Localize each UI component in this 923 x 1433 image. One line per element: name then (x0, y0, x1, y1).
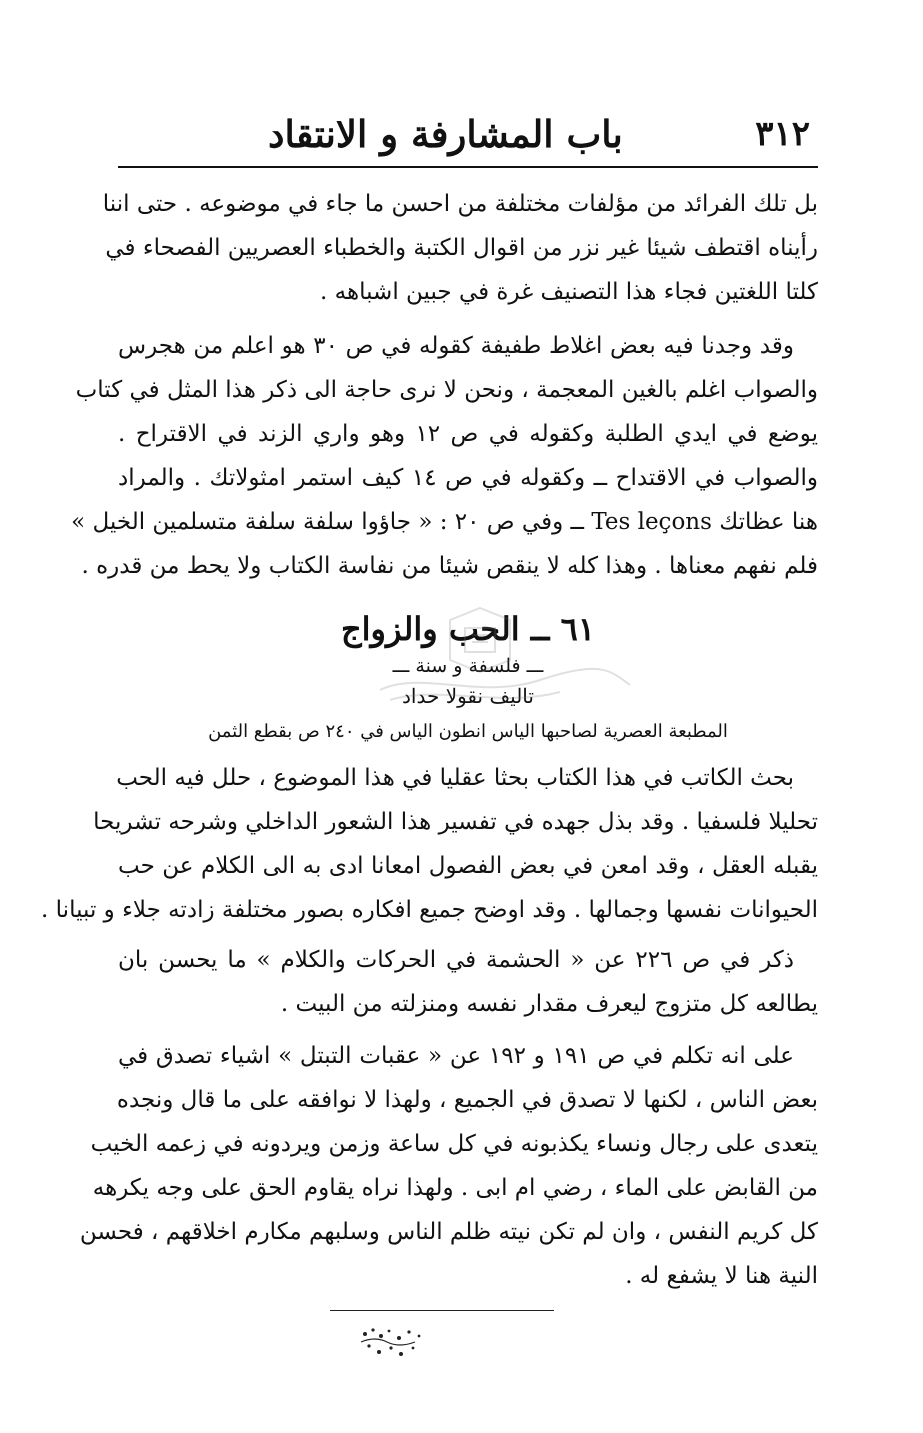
text-line: النية هنا لا يشفع له . (625, 1263, 818, 1289)
paragraph-1 (102, 182, 818, 314)
text-line: بحث الكاتب في هذا الكتاب بحثا عقليا في هذا الموضوع ، حلل فيه الحب (116, 765, 794, 791)
text-line: على انه تكلم في ص ١٩١ و ١٩٢ عن « عقبات التبتل » اشياء تصدق في (118, 1043, 794, 1069)
paragraph-5 (79, 1034, 818, 1298)
text-line: وقد وجدنا فيه بعض اغلاط طفيفة كقوله في ص ٣٠ هو اعلم من هجرس (118, 333, 794, 359)
text-line: رأيناه اقتطف شيئا غير نزر من اقوال الكتبة والخطباء العصريين الفصحاء في (105, 235, 818, 261)
page-header (118, 108, 818, 168)
text-line: هنا عظاتك Tes leçons ــ وفي ص ٢٠ : « جاؤوا سلفة سلفة متسلمين الخيل » (71, 509, 818, 535)
text-line: تحليلا فلسفيا . وقد بذل جهده في تفسير هذا الشعور الداخلي وشرحه تشريحا (93, 809, 818, 835)
text-line: ذكر في ص ٢٢٦ عن « الحشمة في الحركات والكلام » ما يحسن بان (118, 947, 794, 973)
text-line: والصواب في الاقتداح ــ وكقوله في ص ١٤ كيف استمر امثولاتك . والمراد (118, 465, 818, 491)
section-title: ٦١ ــ الحب والزواج (340, 610, 595, 648)
text-line: كل كريم النفس ، وان لم تكن نيته ظلم الناس وسلبهم مكارم اخلاقهم ، فحسن (79, 1219, 818, 1245)
section-publisher: المطبعة العصرية لصاحبها الياس انطون الياس في ٢٤٠ ص بقطع الثمن (208, 721, 728, 742)
text-line: بل تلك الفرائد من مؤلفات مختلفة من احسن ما جاء في موضوعه . حتى اننا (102, 191, 818, 217)
text-line: يقبله العقل ، وقد امعن في بعض الفصول امعانا ادى به الى الكلام عن حب (118, 853, 818, 879)
text-line: كلتا اللغتين فجاء هذا التصنيف غرة في جبين اشباهه . (320, 279, 818, 305)
running-title: باب المشارفة و الانتقاد (268, 112, 623, 156)
text-line: فلم نفهم معناها . وهذا كله لا ينقص شيئا من نفاسة الكتاب ولا يحط من قدره . (81, 553, 818, 579)
text-line: بعض الناس ، لكنها لا تصدق في الجميع ، ولهذا لا نوافقه على ما قال ونجده (116, 1087, 818, 1113)
paragraph-3 (41, 756, 818, 932)
text-line: يتعدى على رجال ونساء يكذبونه في كل ساعة وزمن ويردونه في زعمه الخيب (90, 1131, 818, 1157)
end-ornament-icon (355, 1322, 435, 1362)
text-line: من القابض على الماء ، رضي ام ابى . ولهذا نراه يقاوم الحق على وجه يكرهه (92, 1175, 818, 1201)
text-line: يطالعه كل متزوج ليعرف مقدار نفسه ومنزلته من البيت . (280, 991, 818, 1017)
paragraph-4 (118, 938, 818, 1026)
section-author: تاليف نقولا حداد (402, 684, 534, 708)
page-number: ٣١٢ (755, 114, 810, 154)
section-subtitle: ـــ فلسفة و سنة ـــ (392, 655, 544, 677)
text-line: الحيوانات نفسها وجمالها . وقد اوضح جميع افكاره بصور مختلفة زادته جلاء و تبيانا . (41, 897, 818, 923)
text-line: والصواب اغلم بالغين المعجمة ، ونحن لا نرى حاجة الى ذكر هذا المثل في كتاب (75, 377, 818, 403)
footer-rule (330, 1310, 554, 1311)
paragraph-2 (71, 324, 818, 588)
text-line: يوضع في ايدي الطلبة وكقوله في ص ١٢ وهو واري الزند في الاقتراح . (118, 421, 818, 447)
library-watermark-icon (360, 600, 640, 710)
